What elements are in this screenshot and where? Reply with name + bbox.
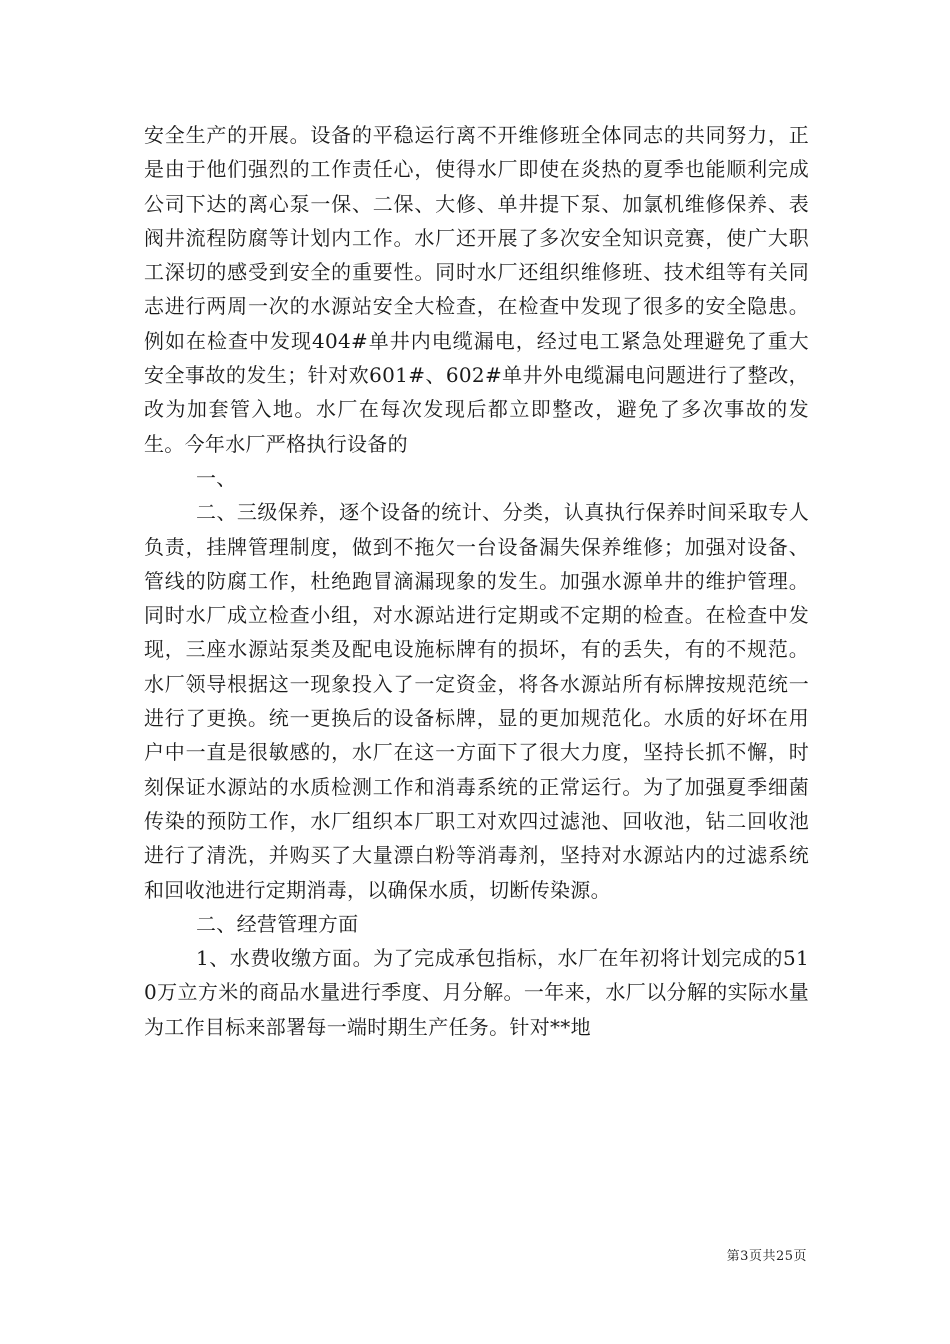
paragraph-water-fee: 1、水费收缴方面。为了完成承包指标，水厂在年初将计划完成的510万立方米的商品水量进行季度、月分解。一年来，水厂以分解的实际水量为工作目标来部署每一端时期生产任务。针对**地	[144, 946, 809, 1039]
section-heading-operations: 二、经营管理方面	[196, 911, 359, 936]
page-number-footer: 第3页共25页	[726, 1249, 807, 1264]
paragraph-heading-one: 一、	[196, 465, 237, 490]
paragraph-maintenance: 二、三级保养，逐个设备的统计、分类，认真执行保养时间采取专人负责，挂牌管理制度，做到不拖欠一台设备漏失保养维修；加强对设备、管线的防腐工作，杜绝跑冒滴漏现象的发生。加强水源单井的维护管理。同时水厂成立检查小组，对水源站进行定期或不定期的检查。在检查中发现，三座水源站泵类及配电设施标牌有的损坏，有的丢失，有的不规范。水厂领导根据这一现象投入了一定资金，将各水源站所有标牌按规范统一进行了更换。统一更换后的设备标牌，显的更加规范化。水质的好坏在用户中一直是很敏感的，水厂在这一方面下了很大力度，坚持长抓不懈，时刻保证水源站的水质检测工作和消毒系统的正常运行。为了加强夏季细菌传染的预防工作，水厂组织本厂职工对欢四过滤池、回收池，钻二回收池进行了清洗，并购买了大量漂白粉等消毒剂，坚持对水源站内的过滤系统和回收池进行定期消毒，以确保水质，切断传染源。	[144, 500, 809, 902]
document-body	[144, 118, 809, 1044]
paragraph-safety-production: 安全生产的开展。设备的平稳运行离不开维修班全体同志的共同努力，正是由于他们强烈的工作责任心，使得水厂即使在炎热的夏季也能顺利完成公司下达的离心泵一保、二保、大修、单井提下泵、加氯机维修保养、表阀井流程防腐等计划内工作。水厂还开展了多次安全知识竞赛，使广大职工深切的感受到安全的重要性。同时水厂还组织维修班、技术组等有关同志进行两周一次的水源站安全大检查，在检查中发现了很多的安全隐患。例如在检查中发现404#单井内电缆漏电，经过电工紧急处理避免了重大安全事故的发生；针对欢601#、602#单井外电缆漏电问题进行了整改，改为加套管入地。水厂在每次发现后都立即整改，避免了多次事故的发生。今年水厂严格执行设备的	[144, 123, 809, 456]
